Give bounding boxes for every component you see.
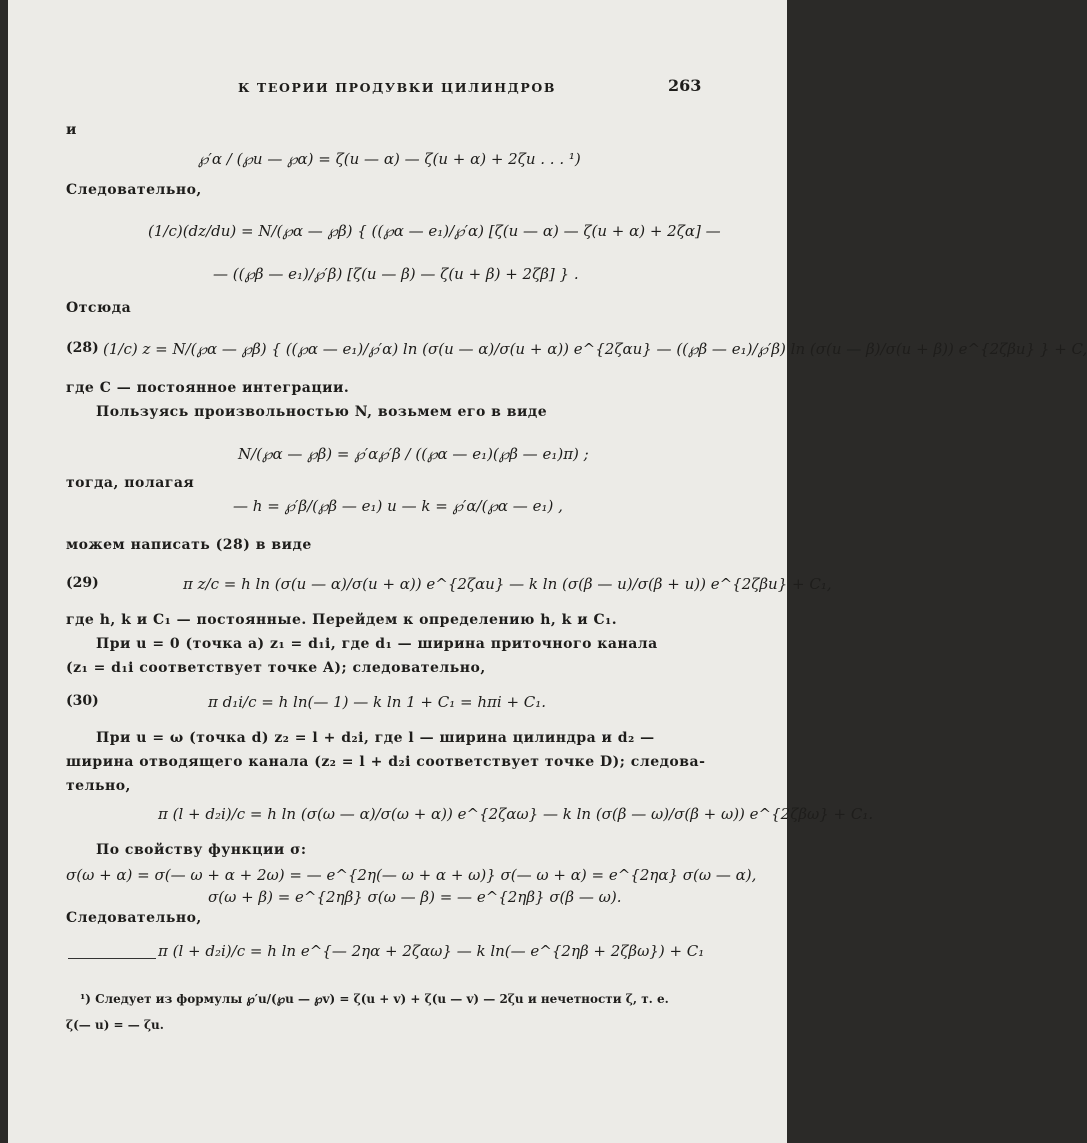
- text-line: ширина отводящего канала (z₂ = l + d₂i соответствует точке D); следова-: [66, 754, 706, 770]
- text-line: При u = ω (точка d) z₂ = l + d₂i, где l — ширина цилиндра и d₂ —: [96, 730, 655, 746]
- equation-line: — h = ℘′β/(℘β — e₁) и — k = ℘′α/(℘α — e₁) ,: [233, 497, 563, 515]
- running-title: К ТЕОРИИ ПРОДУВКИ ЦИЛИНДРОВ: [238, 80, 556, 95]
- equation-line: — ((℘β — e₁)/℘′β) [ζ(u — β) — ζ(u + β) + 2ζβ] } .: [213, 265, 579, 283]
- text-line: тельно,: [66, 778, 131, 794]
- page-number: 263: [668, 76, 702, 95]
- footnote-line: ζ(— u) = — ζu.: [66, 1018, 164, 1032]
- equation-number: (28): [66, 340, 99, 356]
- text-line: Пользуясь произвольностью N, возьмем его в виде: [96, 404, 548, 420]
- text-line: где h, k и C₁ — постоянные. Перейдем к определению h, k и C₁.: [66, 612, 618, 628]
- text-line: и: [66, 122, 77, 138]
- equation-line: π z/c = h ln (σ(u — α)/σ(u + α)) e^{2ζαu} — k ln (σ(β — u)/σ(β + u)) e^{2ζβu} + C₁,: [183, 575, 832, 593]
- book-page: [8, 0, 1087, 1143]
- text-line: (z₁ = d₁i соответствует точке A); следовательно,: [66, 660, 486, 676]
- text-line: где C — постоянное интеграции.: [66, 380, 350, 396]
- equation-line: π (l + d₂i)/c = h ln e^{— 2ηα + 2ζαω} — k ln(— e^{2ηβ + 2ζβω}) + C₁: [158, 942, 705, 960]
- text-line: тогда, полагая: [66, 475, 195, 491]
- equation-line: σ(ω + α) = σ(— ω + α + 2ω) = — e^{2η(— ω + α + ω)} σ(— ω + α) = e^{2ηα} σ(ω — α),: [66, 866, 757, 884]
- footnote-rule: [68, 958, 156, 959]
- equation-number: (29): [66, 575, 99, 591]
- text-line: Отсюда: [66, 300, 132, 316]
- text-line: Следовательно,: [66, 182, 202, 198]
- text-line: При u = 0 (точка a) z₁ = d₁i, где d₁ — ширина приточного канала: [96, 636, 658, 652]
- equation-number: (30): [66, 693, 99, 709]
- equation-line: π d₁i/c = h ln(— 1) — k ln 1 + C₁ = hπi + C₁.: [208, 693, 547, 711]
- text-line: можем написать (28) в виде: [66, 537, 312, 553]
- equation-line: (1/c)(dz/du) = N/(℘α — ℘β) { ((℘α — e₁)/℘′α) [ζ(u — α) — ζ(u + α) + 2ζα] —: [148, 222, 721, 240]
- equation-line: N/(℘α — ℘β) = ℘′α℘′β / ((℘α — e₁)(℘β — e₁)π) ;: [238, 445, 589, 463]
- text-line: По свойству функции σ:: [96, 842, 307, 858]
- text-line: Следовательно,: [66, 910, 202, 926]
- footnote-line: ¹) Следует из формулы ℘′u/(℘u — ℘v) = ζ(u + v) + ζ(u — v) — 2ζu и нечетности ζ, т. е.: [80, 992, 669, 1006]
- equation-line: (1/c) z = N/(℘α — ℘β) { ((℘α — e₁)/℘′α) ln (σ(u — α)/σ(u + α)) e^{2ζαu} — ((℘β — e₁)/℘′β) ln (σ(u — β)/σ(u + β)) e^{2ζβu} } + C,: [103, 340, 1087, 358]
- equation-line: ℘′α / (℘u — ℘α) = ζ(u — α) — ζ(u + α) + 2ζu . . . ¹): [198, 150, 581, 168]
- equation-line: σ(ω + β) = e^{2ηβ} σ(ω — β) = — e^{2ηβ} σ(β — ω).: [208, 888, 622, 906]
- equation-line: π (l + d₂i)/c = h ln (σ(ω — α)/σ(ω + α)) e^{2ζαω} — k ln (σ(β — ω)/σ(β + ω)) e^{2ζβω} + C₁.: [158, 805, 874, 823]
